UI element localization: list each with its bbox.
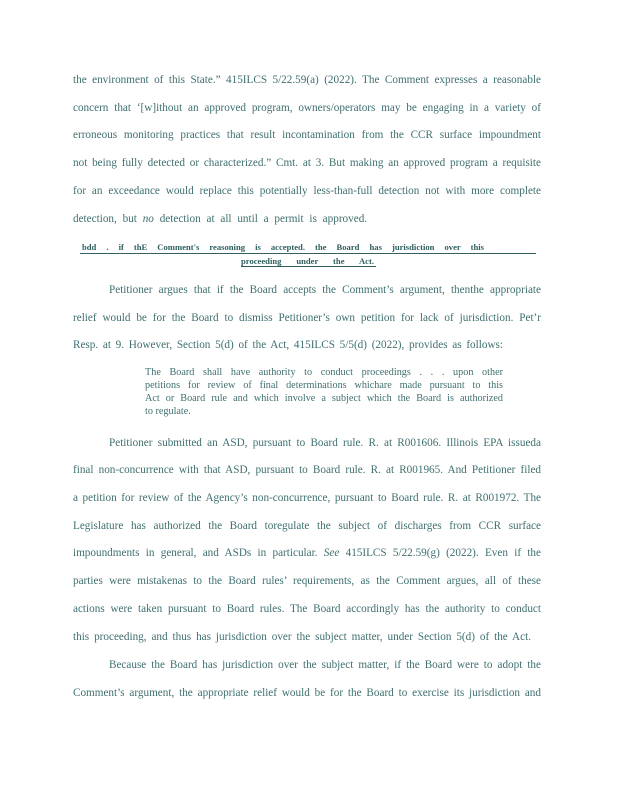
- body-text-line: [73, 212, 367, 226]
- body-text-line: for an exceedance would replace this potentially less-than-full detection not with more complete: [73, 185, 541, 197]
- body-text-line: concern that ‘[w]ithout an approved program, owners/operators may be engaging in a variety of: [73, 102, 541, 114]
- body-text-span: impoundments in general, and ASDs in particular.: [73, 547, 324, 559]
- body-text-line: actions were taken pursuant to Board rules. The Board accordingly has the authority to conduct: [73, 603, 541, 615]
- body-text-line: the environment of this State.” 415ILCS 5/22.59(a) (2022). The Comment expresses a reasonable: [73, 74, 541, 86]
- body-text-line: Petitioner argues that if the Board accepts the Comment’s argument, thenthe appropriate: [109, 284, 541, 296]
- italic-emphasis: no: [142, 213, 154, 225]
- body-text-span: detection, but: [73, 213, 143, 225]
- body-text-line: final non-concurrence with that ASD, pursuant to Board rule. R. at R001965. And Petitioner filed: [73, 464, 541, 476]
- body-text-line: erroneous monitoring practices that result incontamination from the CCR surface impoundment: [73, 129, 541, 141]
- section-heading-line-1: bdd . if thE Comment's reasoning is accepted. the Board has jurisdiction over this: [82, 242, 484, 252]
- block-quote-line: Act or Board rule and which involve a subject which the Board is authorized: [145, 393, 503, 404]
- body-text-span: detection at all until a permit is approved.: [153, 213, 368, 225]
- body-text-span: 415ILCS 5/22.59(g) (2022). Even if the: [339, 547, 541, 559]
- heading-underline: [241, 266, 376, 267]
- block-quote-line: The Board shall have authority to conduct proceedings . . . upon other: [145, 367, 503, 378]
- body-text-line: Comment’s argument, the appropriate relief would be for the Board to exercise its jurisdiction and: [73, 687, 541, 699]
- body-text-line: relief would be for the Board to dismiss Petitioner’s own petition for lack of jurisdiction. Pet’r: [73, 312, 541, 324]
- body-text-line: parties were mistakenas to the Board rules’ requirements, as the Comment argues, all of these: [73, 575, 541, 587]
- body-text-line: Because the Board has jurisdiction over the subject matter, if the Board were to adopt the: [109, 659, 541, 671]
- body-text-line: this proceeding, and thus has jurisdiction over the subject matter, under Section 5(d) of the Act.: [73, 631, 531, 643]
- block-quote-line: petitions for review of final determinations whichare made pursuant to this: [145, 380, 503, 391]
- block-quote-line: to regulate.: [145, 406, 191, 417]
- heading-underline: [80, 253, 536, 254]
- body-text-line: a petition for review of the Agency’s non-concurrence, pursuant to Board rule. R. at R001972. The: [73, 492, 541, 504]
- italic-emphasis: See: [323, 547, 340, 559]
- section-heading-line-2: proceeding under the Act.: [241, 256, 374, 266]
- body-text-line: [73, 546, 541, 560]
- body-text-line: Resp. at 9. However, Section 5(d) of the Act, 415ILCS 5/5(d) (2022), provides as follows:: [73, 339, 503, 351]
- body-text-line: not being fully detected or characterized.” Cmt. at 3. But making an approved program a requisite: [73, 157, 541, 169]
- body-text-line: Petitioner submitted an ASD, pursuant to Board rule. R. at R001606. Illinois EPA issueda: [109, 437, 541, 449]
- body-text-line: Legislature has authorized the Board toregulate the subject of discharges from CCR surface: [73, 520, 541, 532]
